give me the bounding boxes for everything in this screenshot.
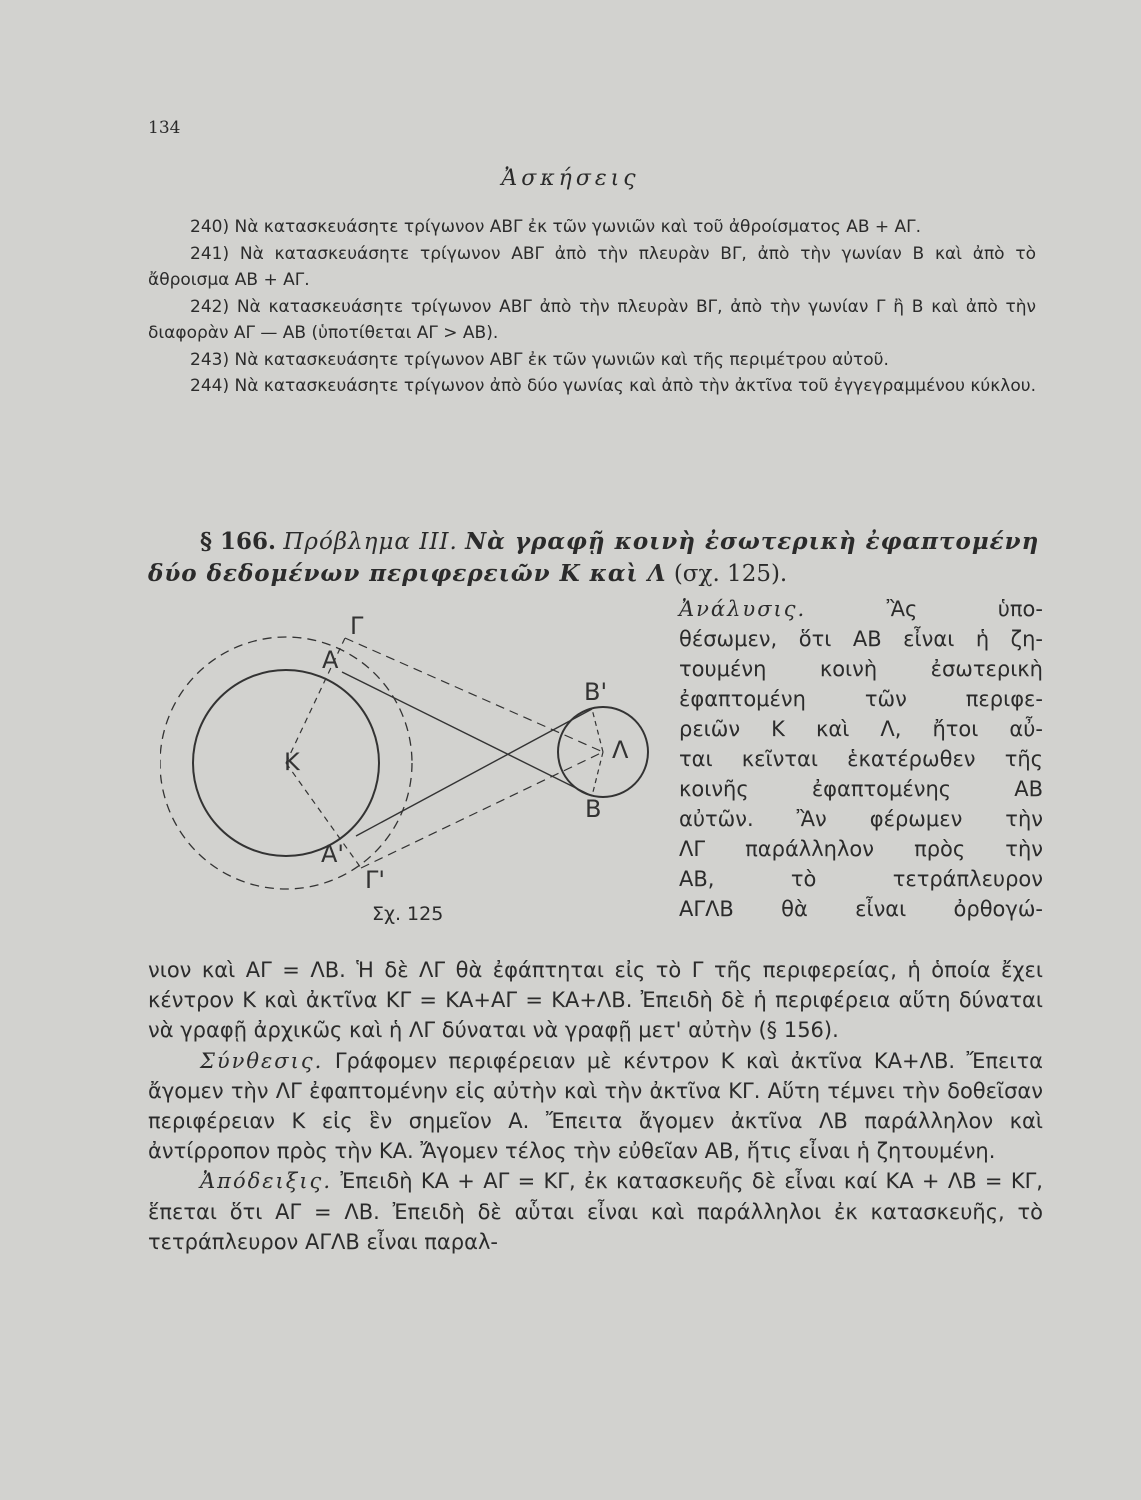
label-beta: Β: [585, 795, 602, 823]
proof-paragraph: [148, 1166, 1043, 1257]
exercise-item: 244) Νὰ κατασκευάσητε τρίγωνον ἀπὸ δύο γωνίας καὶ ἀπὸ τὴν ἀκτῖνα τοῦ ἐγγεγραμμένου κύκλου.: [190, 376, 1036, 396]
exercises-list: [148, 214, 1036, 400]
tangent-a-prime-b-prime: [356, 709, 592, 836]
tangent-a-b: [342, 672, 592, 796]
problem-label: Πρόβλημα III.: [283, 529, 458, 555]
analysis-first-line: [679, 594, 1043, 624]
analysis-continuation: νιον καὶ ΑΓ = ΛΒ. Ἡ δὲ ΛΓ θὰ ἐφάπτηται εἰς τὸ Γ τῆς περιφερείας, ἡ ὁποία ἔχει κέντρον Κ καὶ ἀκτῖνα ΚΓ = ΚΑ+ΑΓ = ΚΑ+ΛΒ. Ἐπειδὴ δὲ ἡ περιφέρεια αὕτη δύναται νὰ γραφῇ ἀρχικῶς καὶ ἡ ΛΓ δύναται νὰ γραφῇ μετ' αὐτὴν (§ 156).: [148, 958, 1043, 1043]
analysis-column: [679, 594, 1043, 924]
analysis-line: ΑΓΛΒ θὰ εἶναι ὀρθογώ-: [679, 897, 1043, 921]
problem-statement: Νὰ γραφῇ κοινὴ ἐσωτερικὴ ἐφαπτομένη δύο δεδομένων περιφερειῶν Κ καὶ Λ: [148, 528, 1040, 587]
problem-number: § 166.: [200, 528, 277, 555]
proof-text: Ἐπειδὴ ΚΑ + ΑΓ = ΚΓ, ἐκ κατασκευῆς δὲ εἶναι καί ΚΑ + ΛΒ = ΚΓ, ἕπεται ὅτι ΑΓ = ΛΒ. Ἐπειδὴ δὲ αὗται εἶναι καὶ παράλληλοι ἐκ κατασκευῆς, τὸ τετράπλευρον ΑΓΛΒ εἶναι παραλ-: [148, 1169, 1043, 1254]
page-number: 134: [148, 118, 181, 138]
figure-125: [160, 612, 680, 942]
analysis-line: ρειῶν Κ καὶ Λ, ἤτοι αὖ-: [679, 717, 1043, 741]
figure-caption: Σχ. 125: [372, 903, 444, 925]
proof-lead: Ἀπόδειξις.: [200, 1169, 332, 1194]
analysis-line: αὐτῶν. Ἂν φέρωμεν τὴν: [679, 807, 1043, 831]
problem-heading: [148, 526, 1043, 590]
analysis-line: ΑΒ, τὸ τετράπλευρον: [679, 867, 1043, 891]
label-alpha: Α: [322, 646, 339, 674]
analysis-line: ται κεῖνται ἑκατέρωθεν τῆς: [679, 747, 1043, 771]
exercise-item: 240) Νὰ κατασκευάσητε τρίγωνον ΑΒΓ ἐκ τῶν γωνιῶν καὶ τοῦ ἀθροίσματος ΑΒ + ΑΓ.: [190, 217, 922, 237]
synthesis-paragraph: [148, 1046, 1043, 1167]
label-beta-prime: Β': [584, 678, 608, 706]
label-lambda: Λ: [612, 736, 629, 764]
figure-reference: (σχ. 125).: [673, 561, 788, 587]
analysis-line: θέσωμεν, ὅτι ΑΒ εἶναι ἡ ζη-: [679, 627, 1043, 651]
figure-diagram: [160, 612, 680, 942]
section-title: Ἀσκήσεις: [501, 166, 640, 191]
label-gamma-prime: Γ': [365, 866, 385, 894]
label-alpha-prime: Α': [321, 840, 345, 868]
radius-lambda-b: [592, 752, 603, 796]
analysis-lead: Ἀνάλυσις.: [679, 597, 807, 621]
analysis-line: κοινῆς ἐφαπτομένης ΑΒ: [679, 777, 1043, 801]
analysis-line: ἐφαπτομένη τῶν περιφε-: [679, 687, 1043, 711]
analysis-line: τουμένη κοινὴ ἐσωτερικὴ: [679, 657, 1043, 681]
analysis-line: ΛΓ παράλληλον πρὸς τὴν: [679, 837, 1043, 861]
synthesis-lead: Σύνθεσις.: [200, 1048, 324, 1073]
analysis-line: Ἂς ὑπο-: [886, 597, 1043, 621]
exercise-item: 241) Νὰ κατασκευάσητε τρίγωνον ΑΒΓ ἀπὸ τὴν πλευρὰν ΒΓ, ἀπὸ τὴν γωνίαν Β καὶ ἀπὸ τὸ ἄθροισμα ΑΒ + ΑΓ.: [148, 243, 1036, 290]
exercise-item: 242) Νὰ κατασκευάσητε τρίγωνον ΑΒΓ ἀπὸ τὴν πλευρὰν ΒΓ, ἀπὸ τὴν γωνίαν Γ ἢ Β καὶ ἀπὸ τὴν διαφορὰν ΑΓ — ΑΒ (ὑποτίθεται ΑΓ > ΑΒ).: [148, 296, 1036, 343]
exercise-item: 243) Νὰ κατασκευάσητε τρίγωνον ΑΒΓ ἐκ τῶν γωνιῶν καὶ τῆς περιμέτρου αὐτοῦ.: [190, 349, 889, 370]
tangent-lambda-gamma: [345, 638, 603, 752]
synthesis-text: Γράφομεν περιφέρειαν μὲ κέντρον Κ καὶ ἀκτῖνα ΚΑ+ΛΒ. Ἔπειτα ἄγομεν τὴν ΛΓ ἐφαπτομένην εἰς αὐτὴν καὶ τὴν ἀκτῖνα ΚΓ. Αὕτη τέμνει τὴν δοθεῖσαν περιφέρειαν Κ εἰς ἓν σημεῖον Α. Ἔπειτα ἄγομεν ἀκτῖνα ΛΒ παράλληλον καὶ ἀντίρροπον πρὸς τὴν ΚΑ. Ἄγομεν τέλος τὴν εὐθεῖαν ΑΒ, ἥτις εἶναι ἡ ζητουμένη.: [148, 1048, 1043, 1164]
main-text: [148, 955, 1043, 1257]
label-kappa: Κ: [284, 748, 300, 776]
tangent-lambda-gamma-prime: [361, 752, 603, 868]
label-gamma: Γ: [350, 612, 364, 640]
radius-lambda-b-prime: [592, 709, 603, 752]
